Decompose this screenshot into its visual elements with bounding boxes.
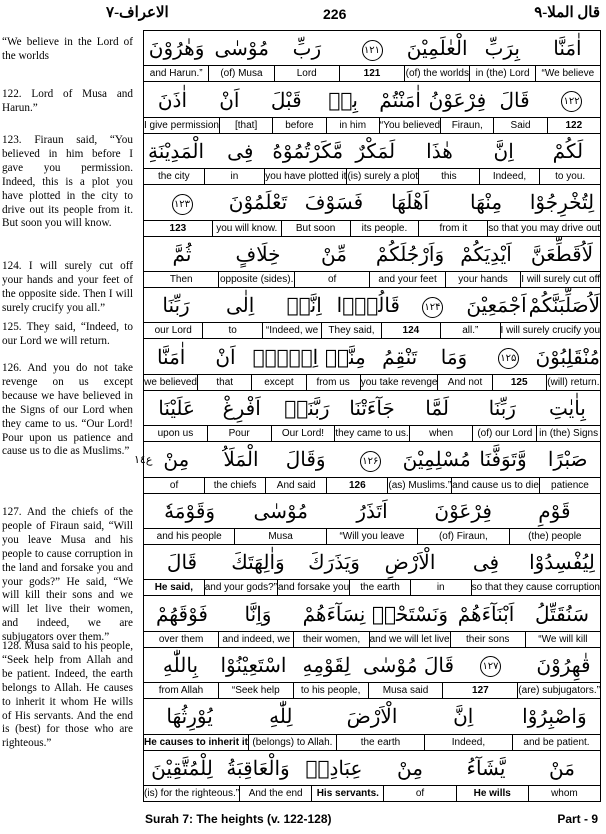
english-word: upon us [157,428,194,440]
arabic-line [144,82,600,117]
arabic-line [144,545,600,580]
english-word: [that] [219,118,272,133]
english-gloss-line [144,66,600,82]
english-word: (will) return. [547,376,600,388]
verse-number-circle: ۱۲۷ [480,656,501,677]
arabic-word: لَاُقَطِّعَنَّ [530,241,594,266]
arabic-word: اِنَّ [453,704,474,729]
english-word: in him [326,118,379,133]
english-word: from us [306,375,360,390]
commentary-verse-124: 124. I will surely cut off your hands and your feet of the opposite side. Then I will surely crucify you all.” [2,260,133,314]
english-word: (is) for the righteous.” [144,788,240,799]
header-right-part: قال الملا-٩ [534,5,600,21]
interlinear-grid [143,30,601,802]
arabic-word: وَنَسْتَحْیٖ [371,601,448,626]
arabic-word: بِاللّٰهِ [162,652,199,677]
english-gloss-line [144,529,600,545]
english-word: when [409,426,473,441]
english-word: of [169,479,179,491]
english-word: the earth [349,580,410,595]
page-number: 226 [323,6,347,22]
arabic-word: الْمَلَاُ [223,447,259,472]
verse-number-circle: ۱۲۶ [360,451,381,472]
arabic-word: وَّتَوَفَّنَا [479,447,527,472]
arabic-word: رَبِّ [292,36,322,61]
arabic-word: اسْتَعِیْنُوْا [220,652,287,677]
arabic-word: وَاٰلِهَتَكَ [231,550,285,575]
arabic-line [144,391,600,426]
english-word: this [418,169,479,184]
english-word: to [202,323,261,338]
commentary-verse-123: 123. Firaun said, “You believed in him before I gave you permission. Indeed, this is a plot you have plotted in the city to drive out its people from it. But soon you will know. [2,134,133,230]
english-word: you have plotted it [265,171,347,183]
english-word: I will surely crucify you [500,325,600,337]
english-gloss-line [144,683,600,699]
english-gloss-line [144,786,600,802]
english-word: in (the) Lord [469,66,534,81]
verse-number-gloss: 126 [326,478,387,493]
arabic-word: اَجْمَعِیْنَ [466,293,527,318]
verse-number-marker [339,36,404,61]
arabic-word: تَنْقِمُ [382,344,418,369]
arabic-word: فَسَوْفَ [304,190,364,215]
english-word: and your feet [369,272,444,287]
english-word: Pour [207,426,271,441]
arabic-word: وَهٰرُوْنَ [148,36,205,61]
english-word: Said [493,118,546,133]
arabic-word: فَوْقَهُمْ [155,601,208,626]
english-word: that [197,375,251,390]
english-word: whom [528,786,600,801]
verse-number-gloss: 122 [547,118,600,133]
arabic-word: یَّشَآءُ [466,755,506,780]
english-word: He causes to inherit it [144,736,248,748]
english-word: in [204,169,265,184]
english-word: from it [418,221,487,236]
english-word: so that you may drive out [488,222,600,234]
english-word: (of) Musa [208,66,273,81]
english-word: in [410,580,471,595]
english-word: before [272,118,325,133]
arabic-word: مِنْهَا [469,190,503,215]
english-word: (belongs) to Allah. [248,735,336,750]
arabic-word: اٰذَنَ [157,87,188,112]
english-word: its people. [350,221,419,236]
english-word: to you. [539,169,600,184]
arabic-word: رَبِّنَا [162,293,190,318]
arabic-word: رَبِّنَا [488,395,516,420]
arabic-word: مِنْ [397,755,423,780]
verse-number-circle: ۱۲۳ [172,194,193,215]
english-gloss-line [144,323,600,339]
arabic-word: اَتَذَرُ [356,498,388,523]
commentary-verse-127: 127. And the chiefs of the people of Firaun said, “Will you leave Musa and his people to cause corruption in the land and forsake you and your gods?” He said, “We will kill their sons and we will let live their women, and indeed, we are subjugators over them.” [2,506,133,644]
english-word: patience [539,478,600,493]
arabic-word: مَّكَرْتُمُوْهُ [272,138,344,163]
english-word: and Harun.” [149,68,203,80]
english-gloss-line [144,735,600,751]
arabic-line [144,134,600,169]
arabic-word: اٰمَنَّا [156,344,186,369]
header-left-surah: الاعراف-٧ [106,5,169,21]
arabic-word: خِلَافٍ [235,241,281,266]
arabic-word: بِاٰیٰتِ [548,395,586,420]
arabic-word: وَالْعَاقِبَةُ [226,755,290,780]
verse-number-marker [144,190,220,215]
arabic-line [144,648,600,683]
commentary-verse-122: 122. Lord of Musa and Harun.” [2,88,133,114]
arabic-word: عَلَیْنَا [158,395,195,420]
english-word: (of) the worlds [405,68,469,80]
english-word: and his people [156,531,222,542]
arabic-line [144,339,600,374]
arabic-word: لَكُمْ [552,138,584,163]
verse-number-circle: ۱۲۲ [561,91,582,112]
english-word: I will surely cut off [521,274,600,285]
english-word: and we will let live [369,633,450,645]
arabic-word: الْاَرْضَ [346,704,398,729]
english-word: you take revenge [360,376,438,388]
arabic-word: ثُمَّ [172,241,192,266]
verse-number-marker [338,447,403,472]
english-word: over them [158,633,204,645]
footer-part: Part - 9 [557,812,598,826]
arabic-word: صَبْرًا [547,447,588,472]
english-word: “You believed [379,119,441,131]
ruku-marker: ع١٤ [134,453,153,466]
english-word: And not [437,375,491,390]
english-word: “Seek help [218,683,293,698]
arabic-word: مِّنْ [321,241,347,266]
arabic-word: اَهْلَهَا [390,190,430,215]
arabic-word: وَیَذَرَكَ [308,550,360,575]
arabic-word: قَالَ مُوْسٰی [362,652,454,677]
verse-number-gloss: 125 [492,375,546,390]
english-word: He wills [456,786,528,801]
english-word: Indeed, [479,169,540,184]
arabic-word: فِرْعَوْنَ [434,498,492,523]
arabic-word: لَاُصَلِّبَنَّكُمْ [528,293,600,318]
verse-number-circle: ۱۲۴ [422,297,443,318]
commentary-verse-121: “We believe in the Lord of the worlds [2,36,133,62]
english-word: (as) Muslims.” [388,479,452,491]
arabic-word: اِلٰی [225,293,255,318]
arabic-word: اَفْرِغْ [222,395,261,420]
english-word: you will know. [212,221,281,236]
english-gloss-line [144,478,600,494]
arabic-word: وَقَوْمَهٗ [164,498,216,523]
verse-number-marker [400,293,464,318]
english-word: And the end [239,786,311,801]
english-word: and forsake you [278,582,350,594]
english-word: Firaun, [440,118,493,133]
arabic-word: قَالَ [166,550,198,575]
english-word: (is) surely a plot [347,171,419,183]
english-gloss-line [144,169,600,185]
verse-number-gloss: 123 [169,222,187,234]
arabic-word: وَاِنَّا [244,601,272,626]
arabic-word: مُوْسٰی [214,36,269,61]
english-word: And said [265,478,326,493]
arabic-word: وَاصْبِرُوْا [522,704,587,729]
verse-number-gloss: 121 [339,66,404,81]
arabic-word: الْاَرْضِ [384,550,436,575]
arabic-word: لِقَوْمِهِ [302,652,351,677]
arabic-word: قَالَ [499,87,530,112]
verse-number-gloss: 127 [442,683,517,698]
arabic-line [144,237,600,272]
arabic-line [144,751,600,786]
arabic-word: لِیُفْسِدُوْا [529,550,595,575]
arabic-word: مَنْ [549,755,575,780]
arabic-word: قٰهِرُوْنَ [536,652,591,677]
english-word: Lord [274,66,339,81]
english-gloss-line [144,580,600,596]
english-word: Then [169,274,193,285]
arabic-word: مُنْقَلِبُوْنَ [535,344,600,369]
english-word: we believed [144,376,197,388]
arabic-word: قَوْمِ [538,498,571,523]
arabic-word: اِلَّاۤ [252,344,319,369]
arabic-word: لِلْمُتَّقِیْنَ [151,755,213,780]
english-gloss-line [144,272,600,288]
english-word: our Lord [154,325,192,337]
arabic-word: الْمَدِیْنَةِ [148,138,205,163]
english-word: Indeed, [424,735,512,750]
english-word: except [251,375,305,390]
english-word: of [383,786,455,801]
english-word: their sons [450,632,525,647]
english-word: Musa [234,529,325,544]
arabic-word: مِنْ [163,447,190,472]
verse-number-circle: ۱۲۱ [362,40,383,61]
arabic-word: اَنْ [219,87,240,112]
english-word: They said, [321,323,380,338]
arabic-word: اٰمَنَّا [553,36,582,61]
arabic-word: بِهٖ [328,87,358,112]
arabic-word: لِتُخْرِجُوْا [529,190,595,215]
english-gloss-line [144,375,600,391]
english-word: His servants. [311,786,383,801]
english-word: so that they cause corruption [471,582,600,594]
english-word: and cause us to die [452,479,539,491]
arabic-word: اَنْ [215,344,236,369]
verse-number-marker [454,652,527,677]
english-word: in (the) Signs [536,426,600,441]
english-word: (of) Firaun, [417,529,508,544]
english-word: But soon [281,221,350,236]
english-word: opposite (sides). [219,274,294,285]
arabic-line [144,699,600,734]
arabic-word: اِنَّ [493,138,514,163]
arabic-word: وَقَالَ [285,447,326,472]
english-word: to his people, [293,683,368,698]
verse-number-marker [543,87,600,112]
commentary-verse-125: 125. They said, “Indeed, to our Lord we will return. [2,321,133,347]
arabic-word: مِنَّاۤ [324,344,366,369]
english-word: Our Lord! [271,426,335,441]
english-word: your hands [445,272,520,287]
english-word: I give permission [143,119,219,131]
arabic-word: جَآءَتْنَا [349,395,395,420]
arabic-word: الْعٰلَمِیْنَ [406,36,468,61]
english-word: from Allah [158,685,204,697]
arabic-word: فِی [227,138,254,163]
english-word: the city [157,171,190,183]
commentary-verse-128: 128. Musa said to his people, “Seek help from Allah and be patient. Indeed, the earth belongs to Allah. He causes to inherit it whom He wills of His servants. And the end is (best) for those who are righteous.” [2,640,133,750]
arabic-word: رَبَّنَاۤ [284,395,330,420]
arabic-word: اَبْنَآءَهُمْ [457,601,515,626]
english-word: and indeed, we [218,632,293,647]
verse-number-circle: ۱۲۵ [498,348,519,369]
english-gloss-line [144,221,600,237]
commentary-verse-126: 126. And you do not take revenge on us except because we have believed in the Signs of our Lord when they came to us. “Our Lord! Pour upon us patience and cause us to die as Muslims.” [2,362,133,458]
arabic-word: تَعْلَمُوْنَ [228,190,288,215]
english-word: He said, [154,582,194,594]
english-word: “We believe [535,66,600,81]
arabic-word: یُوْرِثُهَا [166,704,213,729]
footer-surah-reference: Surah 7: The heights (v. 122-128) [145,812,332,826]
english-word: the earth [336,735,424,750]
arabic-word: مُسْلِمِیْنَ [402,447,471,472]
english-gloss-line [144,118,600,134]
english-word: and your gods?” [204,582,277,594]
english-word: their women, [293,632,368,647]
arabic-word: لَمَّا [425,395,450,420]
arabic-word: وَاَرْجُلَكُمْ [375,241,445,266]
arabic-word: لِلّٰهِ [269,704,293,729]
arabic-line [144,442,600,477]
english-word: the chiefs [204,478,265,493]
arabic-word: نِسَآءَهُمْ [302,601,366,626]
arabic-word: فِرْعَوْنُ [428,87,487,112]
english-word: “Will you leave [326,529,417,544]
arabic-word: لَمَكْرٌ [355,138,396,163]
arabic-line [144,494,600,529]
verse-number-gloss: 124 [381,323,440,338]
arabic-word: وَمَا [440,344,468,369]
english-word: Musa said [368,683,443,698]
arabic-line [144,596,600,631]
arabic-word: اِنَّاۤ [286,293,322,318]
english-gloss-line [144,426,600,442]
english-gloss-line [144,632,600,648]
arabic-line [144,31,600,66]
english-word: all.” [440,323,499,338]
english-word: “Indeed, we [262,323,321,338]
arabic-line [144,288,600,323]
arabic-word: هٰذَا [426,138,453,163]
english-word: (the) people [509,529,600,544]
arabic-word: مُوْسٰی [253,498,309,523]
english-word: they came to us. [335,428,409,440]
arabic-word: اَیْدِیَكُمْ [460,241,512,266]
arabic-word: فِی [472,550,500,575]
english-word: of [294,272,369,287]
verse-number-marker [481,344,535,369]
arabic-line [144,185,600,220]
english-word: (are) subjugators.” [518,685,600,697]
arabic-word: قَالُوْۤا [336,293,400,318]
arabic-word: بِرَبِّ [484,36,520,61]
english-word: (of) our Lord [472,426,536,441]
arabic-word: قَبْلَ [270,87,302,112]
arabic-word: اٰمَنْتُمْ [379,87,421,112]
english-word: and be patient. [512,735,600,750]
english-word: “We will kill [525,632,600,647]
arabic-word: سَنُقَتِّلُ [534,601,590,626]
arabic-word: عِبَادِهٖ [305,755,363,780]
